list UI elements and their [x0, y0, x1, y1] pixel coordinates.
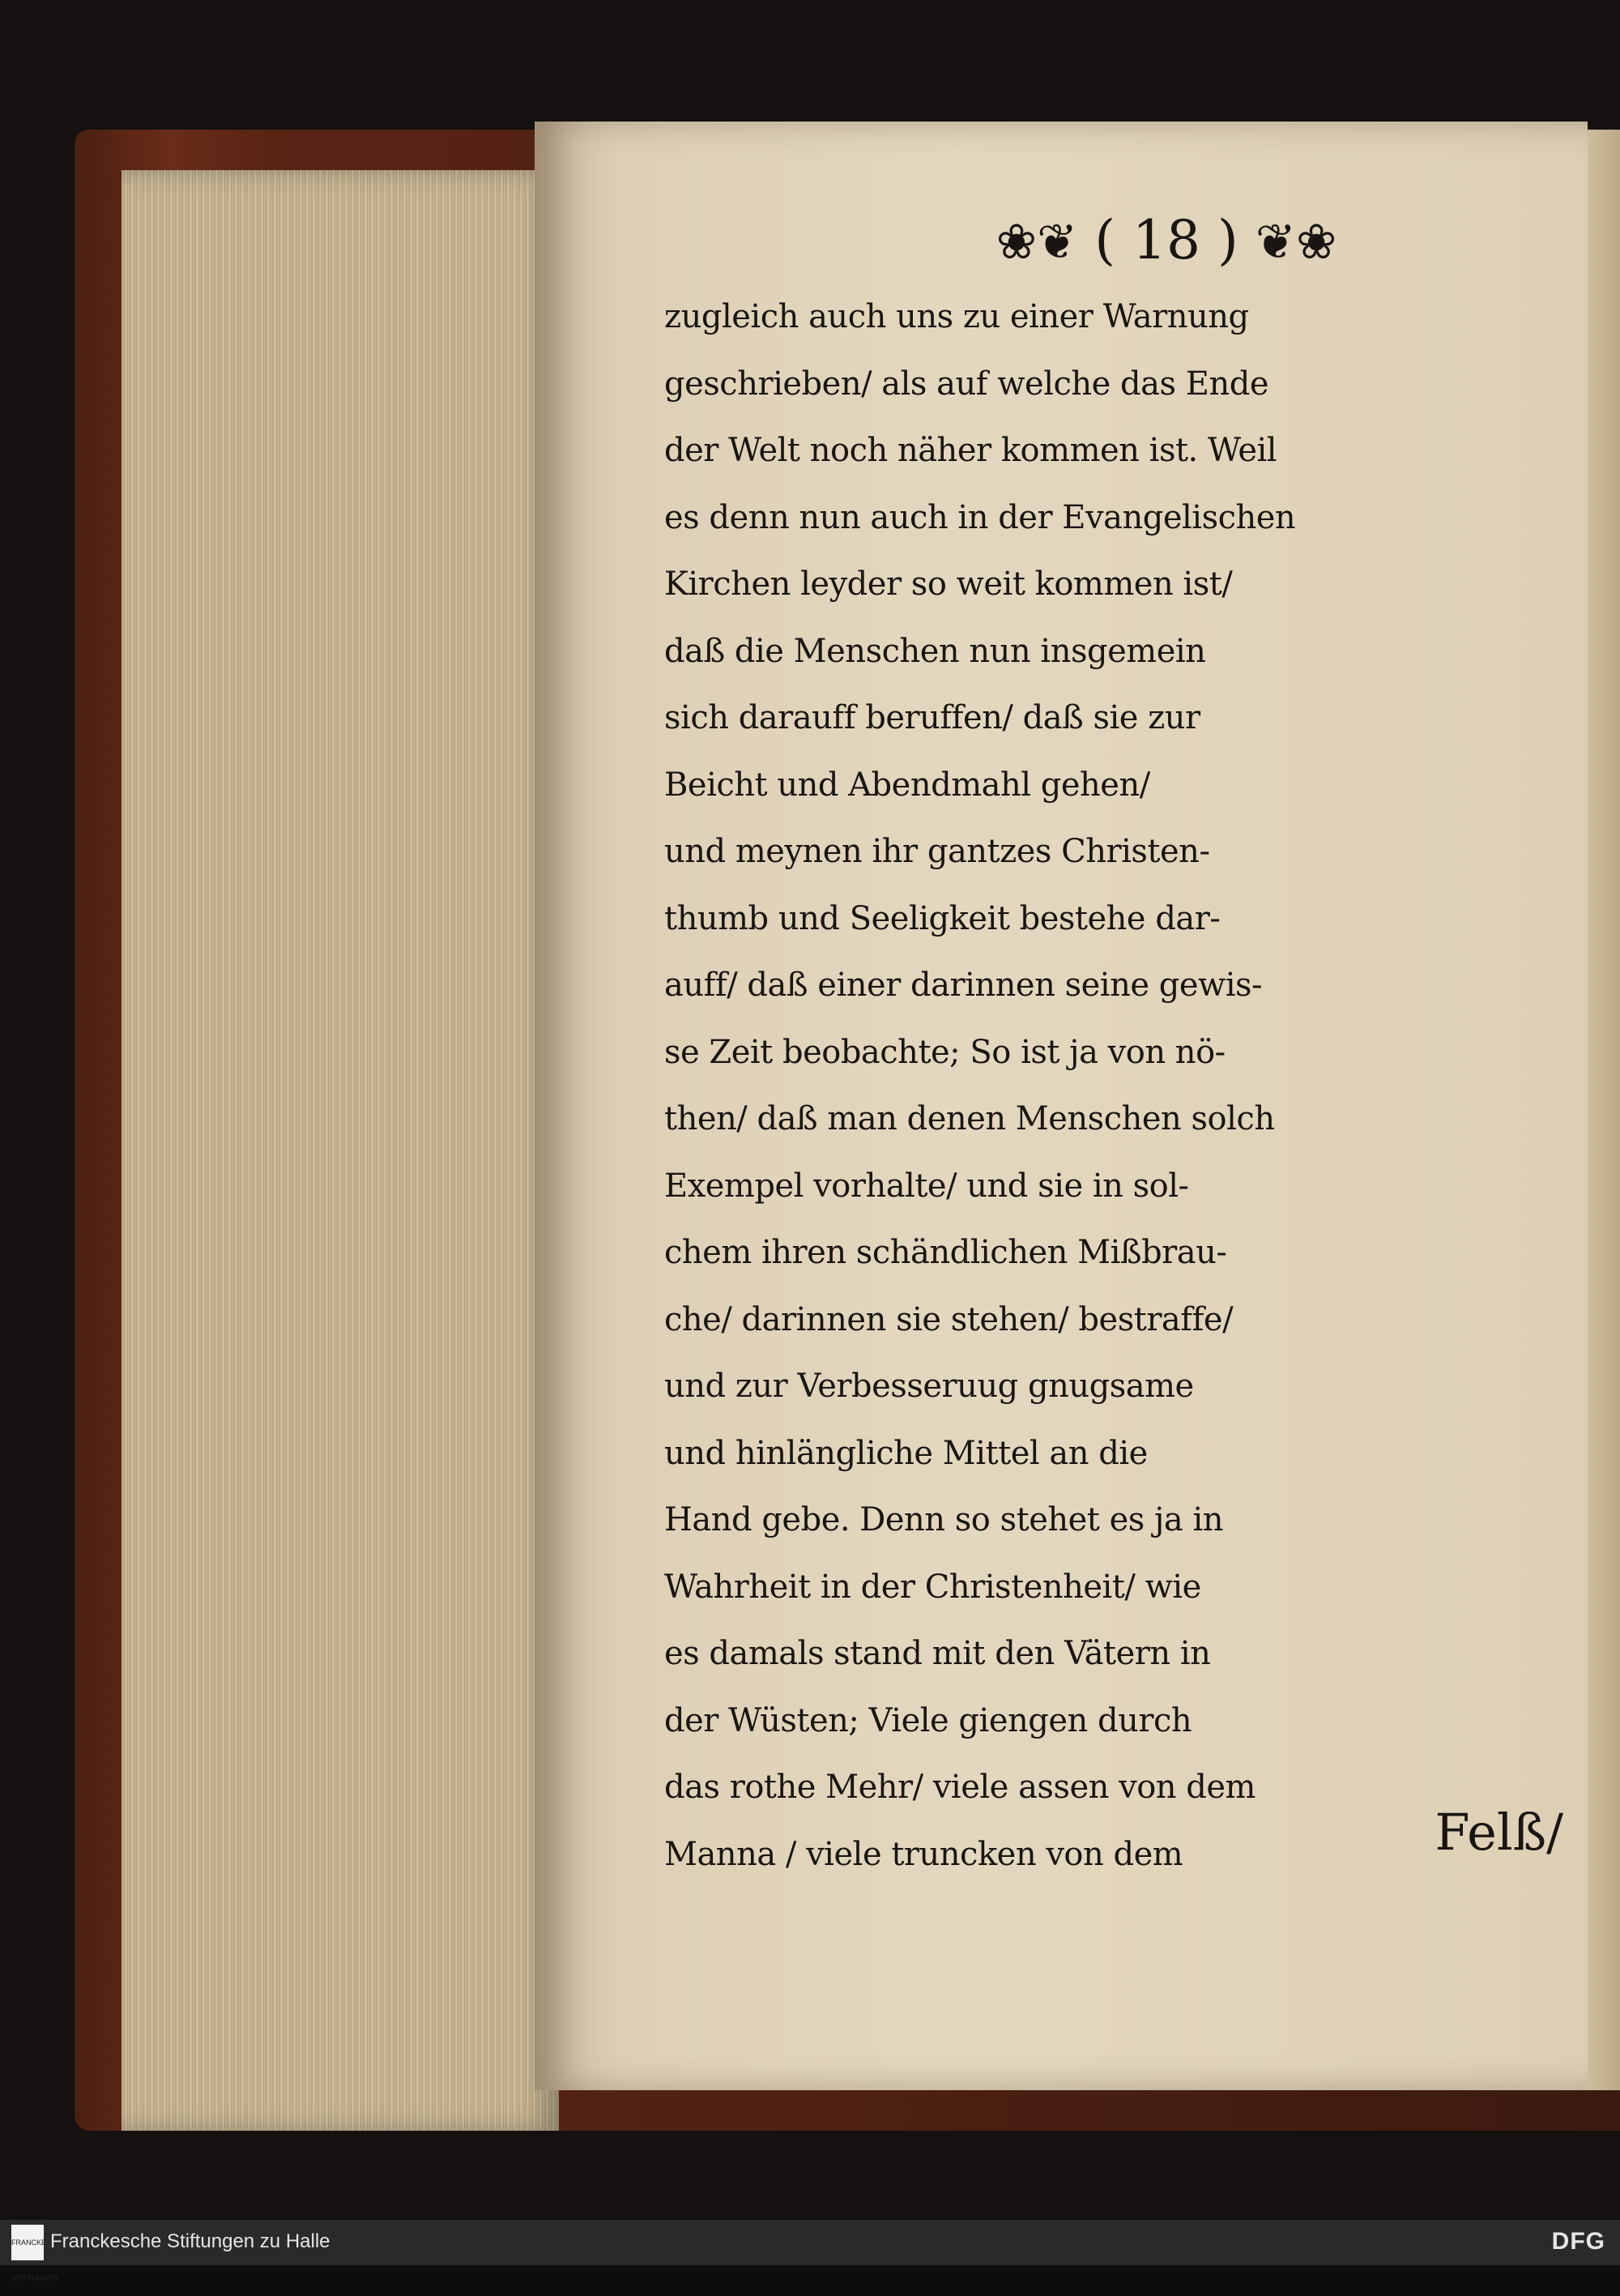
text-line: und meynen ihr gantzes Christen-	[664, 833, 1210, 870]
text-line: Hand gebe. Denn so stehet es ja in	[664, 1501, 1224, 1538]
page-edges	[122, 170, 559, 2131]
text-line: Wahrheit in der Christenheit/ wie	[664, 1568, 1201, 1606]
text-line: der Wüsten; Viele giengen durch	[664, 1701, 1192, 1739]
text-line: es damals stand mit den Vätern in	[664, 1635, 1211, 1672]
text-line: das rothe Mehr/ viele assen von dem	[664, 1769, 1256, 1806]
page-number: ( 18 )	[1094, 209, 1238, 271]
text-line: se Zeit beobachte; So ist ja von nö-	[664, 1033, 1226, 1071]
text-line: geschrieben/ als auf welche das Ende	[664, 365, 1268, 403]
text-line: sich darauff beruffen/ daß sie zur	[664, 699, 1200, 736]
institution-name: Franckesche Stiftungen zu Halle	[50, 2230, 330, 2252]
text-line: che/ darinnen sie stehen/ bestraffe/	[664, 1300, 1234, 1338]
text-line: es denn nun auch in der Evangelischen	[664, 498, 1296, 536]
text-line: Kirchen leyder so weit kommen ist/	[664, 565, 1233, 603]
text-line: Manna / viele truncken von dem	[664, 1835, 1183, 1873]
page-header	[972, 209, 1361, 282]
text-line: auff/ daß einer darinnen seine gewis-	[664, 967, 1263, 1004]
institution-logo-icon: FRANCKESCHE STIFTUNGEN	[11, 2225, 44, 2260]
text-line: Beicht und Abendmahl gehen/	[664, 766, 1150, 804]
text-line: der Welt noch näher kommen ist. Weil	[664, 432, 1277, 469]
text-line: chem ihren schändlichen Mißbrau-	[664, 1234, 1227, 1271]
text-line: daß die Menschen nun insgemein	[664, 632, 1206, 670]
next-page-edge	[1588, 130, 1620, 2090]
text-line: zugleich auch uns zu einer Warnung	[664, 298, 1249, 335]
catchword: Felß/	[1435, 1803, 1563, 1862]
funder-logo: DFG	[1551, 2228, 1605, 2255]
viewer-footer	[0, 2220, 1620, 2282]
text-line: und hinlängliche Mittel an die	[664, 1434, 1148, 1472]
text-line: und zur Verbesseruug gnugsame	[664, 1368, 1194, 1405]
ornament-left-icon: ❀❦	[995, 214, 1078, 271]
text-line: then/ daß man denen Menschen solch	[664, 1100, 1275, 1137]
text-line: thumb und Seeligkeit bestehe dar-	[664, 899, 1221, 937]
ornament-right-icon: ❦❀	[1255, 214, 1337, 271]
text-line: Exempel vorhalte/ und sie in sol-	[664, 1167, 1189, 1205]
body-text	[664, 284, 1588, 1888]
